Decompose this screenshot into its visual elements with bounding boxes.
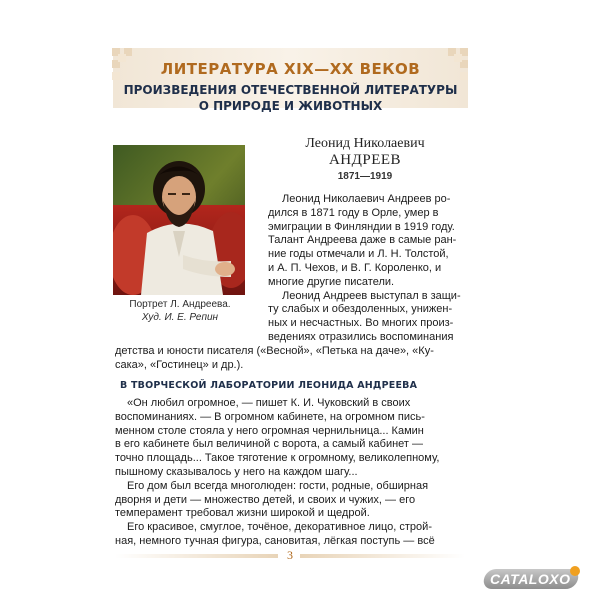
page-number: 3 bbox=[287, 548, 293, 562]
topic-title-line: ПРОИЗВЕДЕНИЯ ОТЕЧЕСТВЕННОЙ ЛИТЕРАТУРЫ bbox=[123, 83, 458, 97]
lab-line: пышному сказывалось у него на каждом шагу... bbox=[115, 465, 358, 478]
lab-line: Его красивое, смуглое, точёное, декоративное лицо, строй- bbox=[127, 521, 432, 534]
lab-line: «Он любил огромное, — пишет К. И. Чуковский в своих bbox=[127, 397, 411, 409]
watermark-logo bbox=[484, 566, 584, 592]
topic-title-line: О ПРИРОДЕ И ЖИВОТНЫХ bbox=[198, 99, 383, 113]
bio-continuation bbox=[115, 345, 467, 373]
lab-line: в его кабинете был величиной с ворота, а самый кабинет — bbox=[115, 438, 424, 451]
author-years: 1871—1919 bbox=[337, 171, 393, 182]
bio-line: и А. П. Чехов, и В. Г. Короленко, и bbox=[268, 261, 442, 274]
author-name: Леонид Николаевич bbox=[305, 136, 425, 151]
portrait-caption: Портрет Л. Андреева. bbox=[129, 299, 231, 310]
lab-line: темперамент требовал жизни широкой и щедрой. bbox=[115, 507, 370, 520]
bio-line: дился в 1871 году в Орле, умер в bbox=[268, 206, 439, 219]
bio-line: ние годы отмечали и Л. Н. Толстой, bbox=[268, 248, 449, 261]
lab-line: воспоминаниях. — В огромном кабинете, на огромном пись- bbox=[115, 410, 425, 423]
bio-line: Талант Андреева даже в самые ран- bbox=[268, 234, 457, 247]
bio-line: многие другие писатели. bbox=[268, 275, 395, 288]
bio-line: ведениях отразились воспоминания bbox=[268, 330, 454, 343]
watermark-dot-icon bbox=[570, 566, 580, 576]
lab-line: менном столе стояла у него огромная чернильница... Камин bbox=[115, 424, 424, 437]
lab-line: Его дом был всегда многолюден: гости, родные, обширная bbox=[127, 479, 429, 492]
author-portrait bbox=[113, 145, 245, 295]
bio-line: ту слабых и обездоленных, унижен- bbox=[268, 303, 453, 316]
author-surname: АНДРЕЕВ bbox=[328, 152, 402, 168]
lab-text bbox=[115, 397, 467, 549]
bio-line: Леонид Андреев выступал в защи- bbox=[282, 289, 461, 302]
bio-line: детства и юности писателя («Весной», «Петька на даче», «Ку- bbox=[115, 345, 434, 357]
watermark-text: CATALOXO bbox=[490, 571, 571, 587]
lab-line: дворня и дети — множество детей, и своих и чужих, — его bbox=[115, 493, 416, 506]
topic-title bbox=[120, 82, 461, 114]
bio-line: эмиграции в Финляндии в 1919 году. bbox=[268, 220, 455, 233]
bio-line: сака», «Гостинец» и др.). bbox=[115, 358, 244, 371]
footer-rule-left bbox=[115, 554, 278, 558]
lab-line: точно площадь... Такое тяготение к огромному, великолепному, bbox=[115, 452, 440, 465]
section-title: ЛИТЕРАТУРА XIX—XX ВЕКОВ bbox=[160, 60, 421, 78]
bio-text bbox=[268, 193, 468, 345]
footer-rule-right bbox=[300, 554, 465, 558]
lab-section-heading: В ТВОРЧЕСКОЙ ЛАБОРАТОРИИ ЛЕОНИДА АНДРЕЕВА bbox=[120, 380, 418, 391]
bio-line: Леонид Николаевич Андреев ро- bbox=[282, 193, 451, 205]
bio-line: ных и несчастных. Во многих произ- bbox=[268, 317, 454, 330]
lab-line: ная, немного тучная фигура, сановитая, лёгкая поступь — всё bbox=[115, 534, 435, 547]
portrait-artist: Худ. И. Е. Репин bbox=[141, 312, 219, 323]
